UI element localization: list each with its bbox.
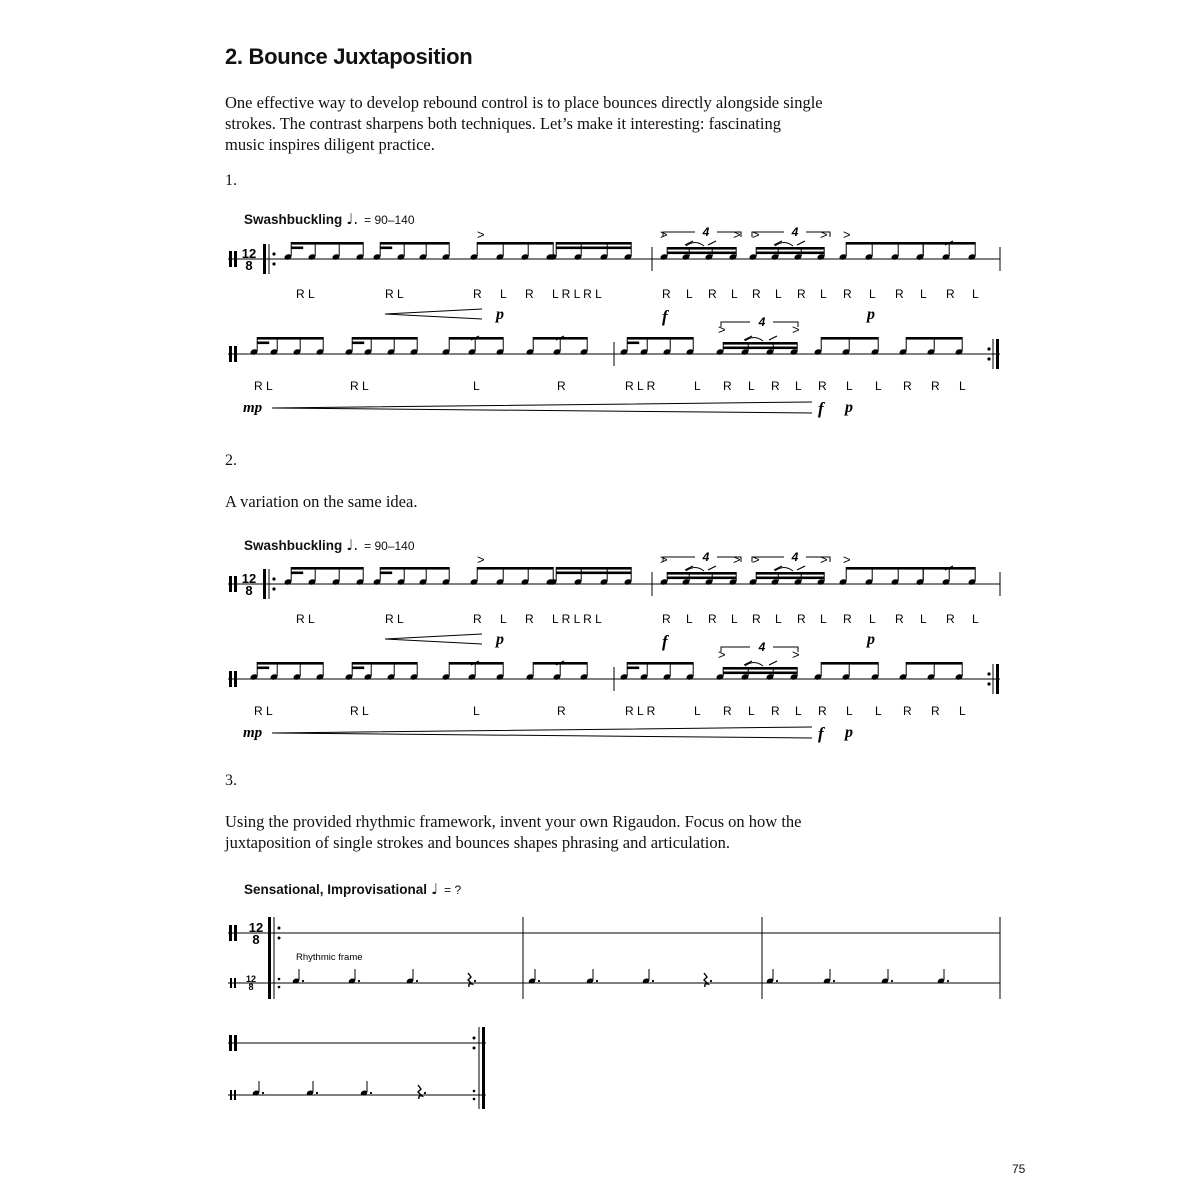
note-group bbox=[292, 969, 949, 987]
svg-text:R: R bbox=[708, 612, 717, 626]
beam bbox=[556, 572, 631, 575]
dynamic-mp: mp bbox=[243, 400, 263, 416]
svg-text:4: 4 bbox=[702, 225, 710, 239]
svg-text:R: R bbox=[752, 612, 761, 626]
time-sig-top: 12 bbox=[248, 920, 264, 935]
svg-text:R L: R L bbox=[350, 379, 369, 393]
tuplet-bracket bbox=[663, 550, 741, 564]
exercise-number: 1. bbox=[225, 172, 237, 189]
svg-text:R: R bbox=[903, 704, 912, 718]
svg-text:R: R bbox=[771, 379, 780, 393]
beam bbox=[846, 567, 923, 570]
beam bbox=[756, 252, 824, 255]
svg-text:L R L R L: L R L R L bbox=[552, 612, 602, 626]
exercise-1-score bbox=[0, 220, 1200, 430]
svg-text:4: 4 bbox=[791, 550, 799, 564]
time-sig-top: 12 bbox=[241, 571, 257, 586]
dynamic-p: p bbox=[845, 724, 853, 741]
beam bbox=[380, 572, 392, 575]
accent-mark: > bbox=[752, 552, 760, 567]
svg-text:R: R bbox=[946, 612, 955, 626]
beam bbox=[291, 247, 303, 250]
tempo-marking bbox=[244, 880, 461, 898]
svg-text:R: R bbox=[843, 287, 852, 301]
beam bbox=[667, 252, 736, 255]
beam bbox=[723, 342, 797, 345]
dot bbox=[538, 980, 540, 982]
svg-text:R: R bbox=[662, 612, 671, 626]
beam bbox=[556, 567, 631, 570]
time-sig-top: 12 bbox=[245, 974, 257, 984]
continuation-staff bbox=[228, 1027, 486, 1109]
beam bbox=[756, 247, 824, 250]
dot bbox=[891, 980, 893, 982]
dotted-quarter-note-icon: ♩. bbox=[346, 210, 359, 228]
svg-text:L: L bbox=[875, 379, 882, 393]
buzz-slash bbox=[797, 241, 805, 245]
note-group bbox=[284, 566, 977, 586]
dot bbox=[833, 980, 835, 982]
dot bbox=[370, 1092, 372, 1094]
svg-text:L: L bbox=[869, 612, 876, 626]
svg-text:R: R bbox=[708, 287, 717, 301]
beam bbox=[627, 342, 639, 345]
svg-text:L: L bbox=[795, 379, 802, 393]
tuplet-bracket bbox=[752, 550, 830, 564]
beam bbox=[556, 242, 631, 245]
accent-mark: > bbox=[660, 552, 668, 567]
beam bbox=[723, 347, 797, 350]
dynamic-f: f bbox=[662, 307, 668, 326]
svg-text:L: L bbox=[731, 612, 738, 626]
text-line: juxtaposition of single strokes and bounces shapes phrasing and articulation. bbox=[225, 833, 730, 852]
exercise-number: 3. bbox=[225, 772, 237, 789]
dot bbox=[652, 980, 654, 982]
beam bbox=[257, 342, 269, 345]
rhythmic-frame-staff bbox=[228, 969, 1000, 992]
crescendo-hairpin bbox=[272, 402, 812, 413]
beam bbox=[667, 577, 736, 580]
beam bbox=[380, 247, 392, 250]
note-group bbox=[250, 336, 964, 356]
beam bbox=[380, 242, 449, 245]
improvisation-staff bbox=[228, 917, 1000, 999]
crescendo-hairpin bbox=[385, 634, 482, 644]
svg-text:R L: R L bbox=[350, 704, 369, 718]
beam bbox=[380, 567, 449, 570]
sticking-line-1 bbox=[296, 287, 979, 301]
svg-text:R: R bbox=[843, 612, 852, 626]
dot bbox=[358, 980, 360, 982]
svg-text:L: L bbox=[959, 704, 966, 718]
staff-line-1 bbox=[228, 225, 1000, 274]
tempo-value: = 90–140 bbox=[364, 213, 415, 227]
tuplet-bracket bbox=[721, 640, 798, 654]
buzz-slash bbox=[708, 241, 716, 245]
svg-text:R: R bbox=[473, 287, 482, 301]
intro-line: strokes. The contrast sharpens both techniques. Let’s make it interesting: fascinating bbox=[225, 114, 781, 133]
svg-text:R: R bbox=[723, 704, 732, 718]
svg-text:L: L bbox=[748, 379, 755, 393]
svg-text:R L: R L bbox=[385, 612, 404, 626]
text-line: Using the provided rhythmic framework, invent your own Rigaudon. Focus on how the bbox=[225, 812, 802, 831]
svg-text:R: R bbox=[931, 379, 940, 393]
beam bbox=[556, 247, 631, 250]
accent-mark: > bbox=[843, 552, 851, 567]
quarter-rest bbox=[468, 973, 472, 987]
svg-text:R L R: R L R bbox=[625, 379, 656, 393]
dot bbox=[416, 980, 418, 982]
beam bbox=[667, 247, 736, 250]
svg-text:R: R bbox=[557, 379, 566, 393]
svg-text:R: R bbox=[931, 704, 940, 718]
time-sig-bottom: 8 bbox=[248, 982, 254, 992]
accent-mark: > bbox=[733, 227, 741, 242]
tempo-text: Swashbuckling bbox=[244, 538, 343, 553]
repeat-end-barline bbox=[473, 1027, 486, 1109]
beam bbox=[257, 667, 269, 670]
svg-text:R L: R L bbox=[254, 379, 273, 393]
svg-text:L: L bbox=[775, 612, 782, 626]
exercise-2-score bbox=[0, 545, 1200, 755]
note-group bbox=[284, 241, 977, 261]
svg-text:4: 4 bbox=[791, 225, 799, 239]
svg-text:4: 4 bbox=[758, 640, 766, 654]
beam bbox=[352, 667, 364, 670]
beam bbox=[627, 662, 693, 665]
dynamics-line-1 bbox=[385, 306, 875, 326]
time-sig-top: 12 bbox=[241, 246, 257, 261]
dynamic-mp: mp bbox=[243, 725, 263, 741]
system-bracket bbox=[268, 917, 271, 999]
buzz-slash bbox=[769, 661, 777, 665]
dot bbox=[596, 980, 598, 982]
dot bbox=[776, 980, 778, 982]
tuplet-bracket bbox=[663, 225, 741, 239]
svg-text:L: L bbox=[795, 704, 802, 718]
page-number: 75 bbox=[1012, 1162, 1026, 1176]
svg-text:L: L bbox=[846, 379, 853, 393]
dot bbox=[302, 980, 304, 982]
note-group bbox=[250, 661, 964, 681]
accent-mark: > bbox=[843, 227, 851, 242]
dynamic-p: p bbox=[845, 399, 853, 416]
svg-text:L: L bbox=[686, 612, 693, 626]
dot bbox=[474, 980, 476, 982]
beam bbox=[291, 242, 363, 245]
buzz-slash bbox=[708, 566, 716, 570]
sticking-line-2 bbox=[254, 704, 966, 718]
accent-mark: > bbox=[718, 322, 726, 337]
beam bbox=[291, 572, 303, 575]
svg-text:R L: R L bbox=[296, 287, 315, 301]
accent-mark: > bbox=[820, 227, 828, 242]
dynamic-f: f bbox=[818, 399, 824, 418]
beam bbox=[352, 342, 364, 345]
beam bbox=[756, 577, 824, 580]
accent-mark: > bbox=[820, 552, 828, 567]
svg-text:L: L bbox=[775, 287, 782, 301]
exercise-3-score bbox=[0, 905, 1200, 1155]
svg-text:4: 4 bbox=[702, 550, 710, 564]
intro-line: music inspires diligent practice. bbox=[225, 135, 435, 154]
beam bbox=[257, 662, 323, 665]
svg-text:R: R bbox=[525, 287, 534, 301]
svg-text:R: R bbox=[903, 379, 912, 393]
svg-text:R: R bbox=[723, 379, 732, 393]
quarter-rest bbox=[704, 973, 708, 987]
svg-text:R: R bbox=[473, 612, 482, 626]
svg-text:R: R bbox=[818, 379, 827, 393]
beam bbox=[477, 567, 553, 570]
beam bbox=[352, 337, 417, 340]
dynamic-p: p bbox=[867, 306, 875, 323]
staff-line-2 bbox=[228, 315, 1000, 369]
tuplet-bracket bbox=[721, 315, 798, 329]
dynamic-p: p bbox=[496, 306, 504, 323]
svg-text:4: 4 bbox=[758, 315, 766, 329]
tuplet-bracket bbox=[752, 225, 830, 239]
beam bbox=[906, 662, 962, 665]
dotted-quarter-note-icon: ♩. bbox=[346, 536, 359, 554]
intro-paragraph bbox=[225, 92, 823, 155]
dot bbox=[424, 1092, 426, 1094]
beam bbox=[291, 567, 363, 570]
tempo-text: Swashbuckling bbox=[244, 212, 343, 227]
beam bbox=[846, 242, 923, 245]
svg-text:L: L bbox=[686, 287, 693, 301]
tempo-value: = 90–140 bbox=[364, 539, 415, 553]
svg-text:L: L bbox=[500, 287, 507, 301]
accent-mark: > bbox=[752, 227, 760, 242]
quarter-note-icon: ♩ bbox=[431, 880, 439, 898]
dot bbox=[710, 980, 712, 982]
exercise-number: 2. bbox=[225, 452, 237, 469]
svg-text:L: L bbox=[959, 379, 966, 393]
accent-mark: > bbox=[733, 552, 741, 567]
staff-line-1 bbox=[228, 550, 1000, 599]
dynamic-p: p bbox=[867, 631, 875, 648]
beam bbox=[667, 572, 736, 575]
svg-text:R: R bbox=[818, 704, 827, 718]
dynamic-f: f bbox=[662, 632, 668, 651]
svg-text:L: L bbox=[920, 287, 927, 301]
svg-text:R L: R L bbox=[254, 704, 273, 718]
svg-text:L: L bbox=[748, 704, 755, 718]
svg-text:L: L bbox=[820, 287, 827, 301]
buzz-slash bbox=[797, 566, 805, 570]
svg-text:L: L bbox=[972, 287, 979, 301]
svg-text:R: R bbox=[662, 287, 671, 301]
svg-text:R: R bbox=[797, 612, 806, 626]
intro-line: One effective way to develop rebound control is to place bounces directly alongside single bbox=[225, 93, 823, 112]
beam bbox=[821, 337, 878, 340]
quarter-rest bbox=[418, 1085, 422, 1099]
beam bbox=[477, 242, 553, 245]
dynamic-f: f bbox=[818, 724, 824, 743]
svg-text:R: R bbox=[771, 704, 780, 718]
dynamics-line-2 bbox=[243, 724, 853, 743]
beam bbox=[821, 662, 878, 665]
accent-mark: > bbox=[718, 647, 726, 662]
dot bbox=[947, 980, 949, 982]
svg-text:L: L bbox=[875, 704, 882, 718]
dot bbox=[262, 1092, 264, 1094]
dot bbox=[316, 1092, 318, 1094]
tempo-value: = ? bbox=[444, 883, 462, 897]
svg-text:L: L bbox=[473, 704, 480, 718]
svg-text:L: L bbox=[500, 612, 507, 626]
beam bbox=[257, 337, 323, 340]
beam bbox=[352, 662, 417, 665]
crescendo-hairpin bbox=[385, 309, 482, 319]
svg-text:R: R bbox=[895, 287, 904, 301]
accent-mark: > bbox=[477, 552, 485, 567]
beam bbox=[723, 667, 797, 670]
svg-text:R L: R L bbox=[296, 612, 315, 626]
svg-text:L: L bbox=[972, 612, 979, 626]
svg-text:R: R bbox=[797, 287, 806, 301]
svg-text:L: L bbox=[820, 612, 827, 626]
exercise-description: A variation on the same idea. bbox=[225, 492, 418, 511]
svg-text:R: R bbox=[752, 287, 761, 301]
svg-text:R L R: R L R bbox=[625, 704, 656, 718]
svg-text:L: L bbox=[731, 287, 738, 301]
beam bbox=[627, 667, 639, 670]
crescendo-hairpin bbox=[272, 727, 812, 738]
buzz-slash bbox=[769, 336, 777, 340]
sticking-line-1 bbox=[296, 612, 979, 626]
time-sig-bottom: 8 bbox=[245, 258, 253, 273]
dynamics-line-2 bbox=[243, 399, 853, 418]
staff-line-2 bbox=[228, 640, 1000, 694]
dynamics-line-1 bbox=[385, 631, 875, 651]
svg-text:R L: R L bbox=[385, 287, 404, 301]
svg-text:R: R bbox=[525, 612, 534, 626]
svg-text:R: R bbox=[895, 612, 904, 626]
sticking-line-2 bbox=[254, 379, 966, 393]
dynamic-p: p bbox=[496, 631, 504, 648]
svg-text:L: L bbox=[869, 287, 876, 301]
accent-mark: > bbox=[792, 647, 800, 662]
time-sig-bottom: 8 bbox=[245, 583, 253, 598]
svg-text:L: L bbox=[473, 379, 480, 393]
svg-text:R: R bbox=[557, 704, 566, 718]
svg-text:L R L R L: L R L R L bbox=[552, 287, 602, 301]
beam bbox=[723, 672, 797, 675]
svg-text:L: L bbox=[694, 704, 701, 718]
beam bbox=[906, 337, 962, 340]
time-sig-bottom: 8 bbox=[252, 932, 260, 947]
exercise-3-text bbox=[225, 811, 802, 853]
beam bbox=[756, 572, 824, 575]
accent-mark: > bbox=[660, 227, 668, 242]
accent-mark: > bbox=[792, 322, 800, 337]
rhythmic-frame-label: Rhythmic frame bbox=[296, 952, 363, 963]
accent-mark: > bbox=[477, 227, 485, 242]
svg-text:L: L bbox=[920, 612, 927, 626]
tempo-text: Sensational, Improvisational bbox=[244, 882, 428, 897]
svg-text:L: L bbox=[694, 379, 701, 393]
note-group bbox=[252, 1081, 426, 1099]
svg-text:L: L bbox=[846, 704, 853, 718]
beam bbox=[627, 337, 693, 340]
svg-text:R: R bbox=[946, 287, 955, 301]
page-title: 2. Bounce Juxtaposition bbox=[225, 44, 473, 69]
